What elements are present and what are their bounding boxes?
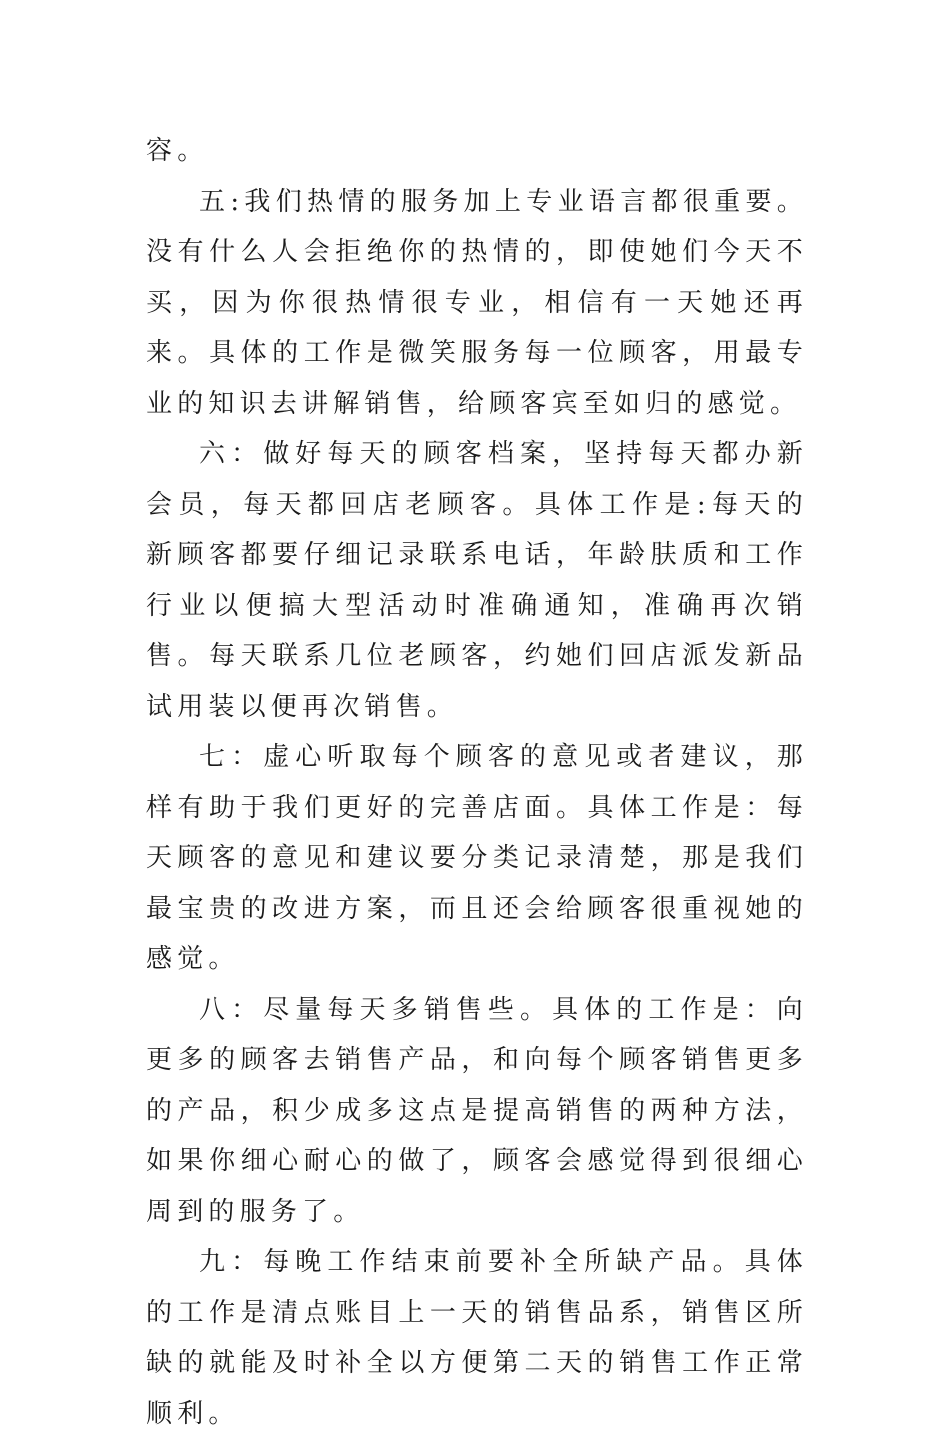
- paragraph-item-7: 七：虚心听取每个顾客的意见或者建议，那样有助于我们更好的完善店面。具体工作是：每天顾客的意见和建议要分类记录清楚，那是我们最宝贵的改进方案，而且还会给顾客很重视她的感觉。: [146, 742, 808, 974]
- paragraph-continuation: 容。: [146, 136, 209, 166]
- paragraph-item-5: 五:我们热情的服务加上专业语言都很重要。没有什么人会拒绝你的热情的，即使她们今天不买，因为你很热情很专业，相信有一天她还再来。具体的工作是微笑服务每一位顾客，用最专业的知识去讲解销售，给顾客宾至如归的感觉。: [146, 186, 808, 419]
- paragraph-item-8: 八：尽量每天多销售些。具体的工作是：向更多的顾客去销售产品，和向每个顾客销售更多的产品，积少成多这点是提高销售的两种方法，如果你细心耐心的做了，顾客会感觉得到很细心周到的服务了。: [146, 994, 808, 1227]
- paragraph-item-9: 九：每晚工作结束前要补全所缺产品。具体的工作是清点账目上一天的销售品系，销售区所缺的就能及时补全以方便第二天的销售工作正常顺利。: [146, 1247, 808, 1429]
- document-body: [146, 126, 808, 1439]
- paragraph-item-6: 六：做好每天的顾客档案，坚持每天都办新会员，每天都回店老顾客。具体工作是:每天的新顾客都要仔细记录联系电话，年龄肤质和工作行业以便搞大型活动时准确通知，准确再次销售。每天联系几位老顾客，约她们回店派发新品试用装以便再次销售。: [146, 439, 808, 722]
